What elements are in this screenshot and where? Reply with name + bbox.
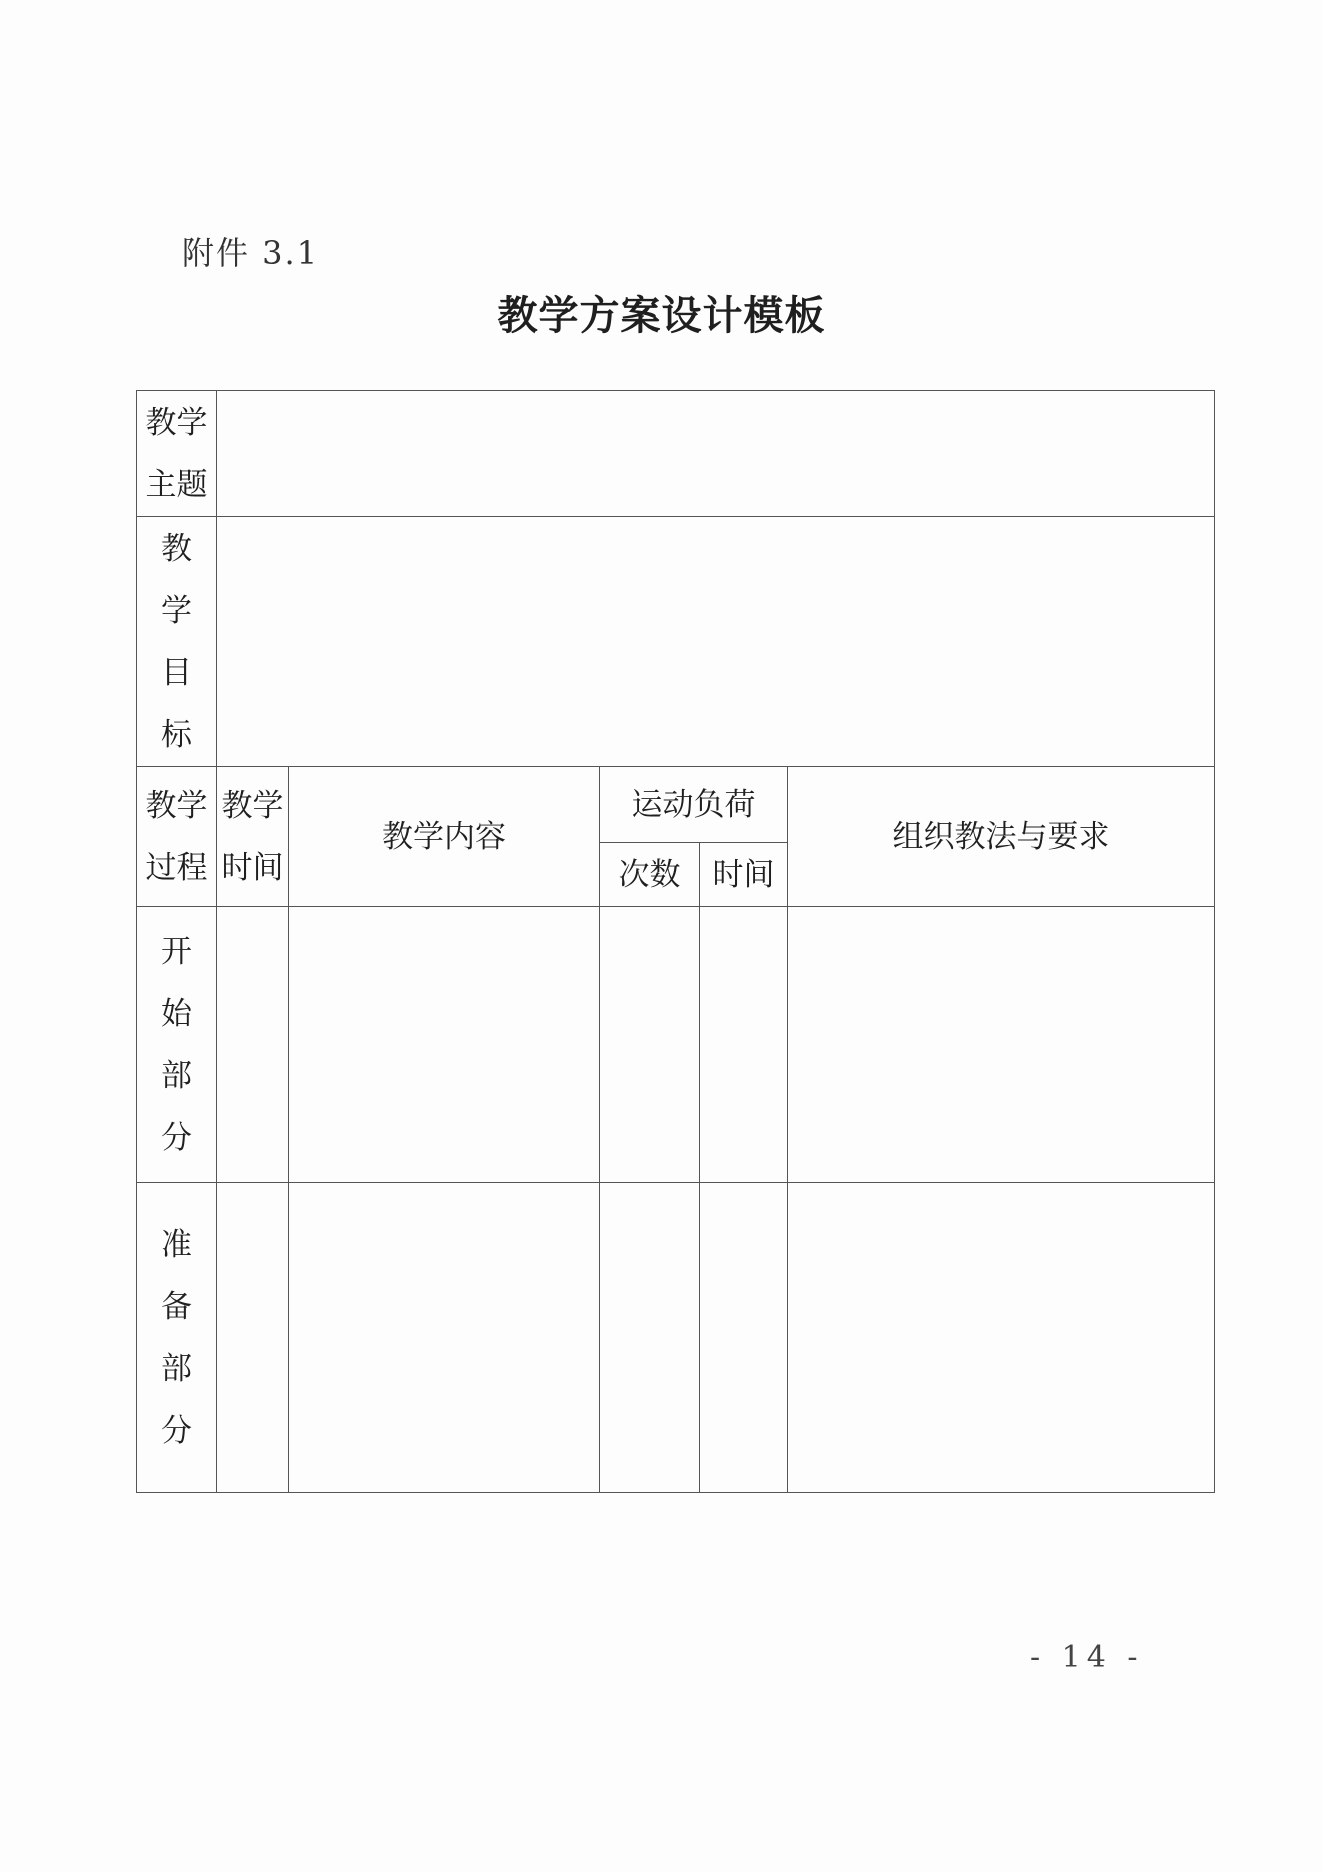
prep-section-row bbox=[137, 1183, 1215, 1493]
topic-label: 教学主题 bbox=[145, 404, 208, 503]
prep-section-label-cell bbox=[137, 1183, 217, 1493]
start-time-cell[interactable] bbox=[217, 907, 289, 1183]
start-content-cell[interactable] bbox=[289, 907, 600, 1183]
method-header: 组织教法与要求 bbox=[892, 818, 1110, 855]
topic-row bbox=[137, 391, 1215, 517]
header-row bbox=[137, 767, 1215, 843]
prep-load-time-cell[interactable] bbox=[700, 1183, 788, 1493]
process-header: 教学过程 bbox=[145, 787, 208, 886]
prep-time-cell[interactable] bbox=[217, 1183, 289, 1493]
time-header: 教学时间 bbox=[221, 787, 284, 886]
objectives-value-cell[interactable] bbox=[217, 517, 1215, 767]
topic-value-cell[interactable] bbox=[217, 391, 1215, 517]
topic-label-cell bbox=[137, 391, 217, 517]
prep-method-cell[interactable] bbox=[788, 1183, 1215, 1493]
process-header-cell bbox=[137, 767, 217, 907]
load-header-cell bbox=[600, 767, 788, 843]
page-title: 教学方案设计模板 bbox=[497, 293, 826, 339]
method-header-cell bbox=[788, 767, 1215, 907]
attachment-label: 附件 3.1 bbox=[182, 234, 320, 272]
load-count-header: 次数 bbox=[618, 856, 681, 893]
start-load-count-cell[interactable] bbox=[600, 907, 700, 1183]
load-time-header: 时间 bbox=[712, 856, 775, 893]
prep-section-label: 准备部分 bbox=[161, 1226, 192, 1449]
load-count-header-cell bbox=[600, 843, 700, 907]
lesson-plan-table bbox=[136, 390, 1215, 1493]
objectives-label: 教学目标 bbox=[161, 530, 192, 753]
page-number: - 14 - bbox=[1030, 1640, 1144, 1675]
start-method-cell[interactable] bbox=[788, 907, 1215, 1183]
load-header: 运动负荷 bbox=[631, 786, 756, 823]
content-header: 教学内容 bbox=[382, 818, 506, 855]
start-section-label-cell bbox=[137, 907, 217, 1183]
prep-load-count-cell[interactable] bbox=[600, 1183, 700, 1493]
prep-content-cell[interactable] bbox=[289, 1183, 600, 1493]
start-section-row bbox=[137, 907, 1215, 1183]
objectives-label-cell bbox=[137, 517, 217, 767]
start-load-time-cell[interactable] bbox=[700, 907, 788, 1183]
objectives-row bbox=[137, 517, 1215, 767]
start-section-label: 开始部分 bbox=[161, 933, 192, 1156]
content-header-cell bbox=[289, 767, 600, 907]
time-header-cell bbox=[217, 767, 289, 907]
load-time-header-cell bbox=[700, 843, 788, 907]
